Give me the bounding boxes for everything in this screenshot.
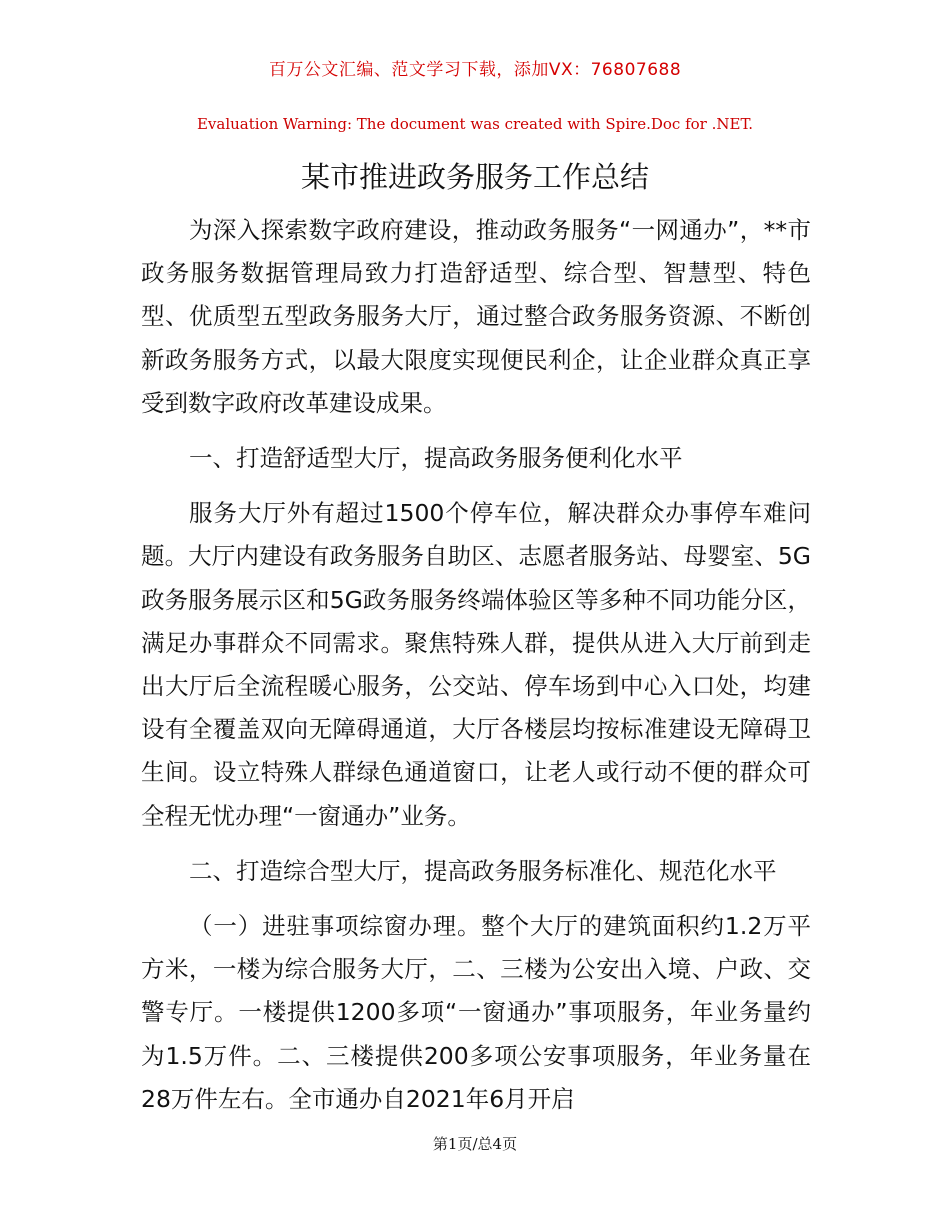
section-heading-1: 一、打造舒适型大厅，提高政务服务便利化水平 bbox=[189, 444, 683, 473]
section-1-paragraph: 服务大厅外有超过1500个停车位，解决群众办事停车难问题。大厅内建设有政务服务自助区、志愿者服务站、母婴室、5G政务服务展示区和5G政务服务终端体验区等多种不同功能分区，满足办事群众不同需求。聚焦特殊人群，提供从进入大厅前到走出大厅后全流程暖心服务，公交站、停车场到中心入口处，均建设有全覆盖双向无障碍通道，大厅各楼层均按标准建设无障碍卫生间。设立特殊人群绿色通道窗口，让老人或行动不便的群众可全程无忧办理“一窗通办”业务。 bbox=[141, 499, 811, 830]
section-2-paragraph: （一）进驻事项综窗办理。整个大厅的建筑面积约1.2万平方米，一楼为综合服务大厅，二、三楼为公安出入境、户政、交警专厅。一楼提供1200多项“一窗通办”事项服务，年业务量约为1.5万件。二、三楼提供200多项公安事项服务，年业务量在28万件左右。全市通办自2021年6月开启 bbox=[141, 912, 811, 1113]
page-indicator: 第1页/总4页 bbox=[432, 1135, 518, 1153]
document-title: 某市推进政务服务工作总结 bbox=[300, 160, 649, 194]
document-body bbox=[141, 209, 811, 1121]
section-heading-2: 二、打造综合型大厅，提高政务服务标准化、规范化水平 bbox=[189, 856, 777, 885]
promo-banner: 百万公文汇编、范文学习下载，添加VX：76807688 bbox=[268, 60, 682, 80]
intro-paragraph: 为深入探索数字政府建设，推动政务服务“一网通办”，**市政务服务数据管理局致力打造舒适型、综合型、智慧型、特色型、优质型五型政务服务大厅，通过整合政务服务资源、不断创新政务服务方式，以最大限度实现便民利企，让企业群众真正享受到数字政府改革建设成果。 bbox=[141, 216, 811, 417]
evaluation-warning: Evaluation Warning: The document was created with Spire.Doc for .NET. bbox=[196, 115, 754, 133]
